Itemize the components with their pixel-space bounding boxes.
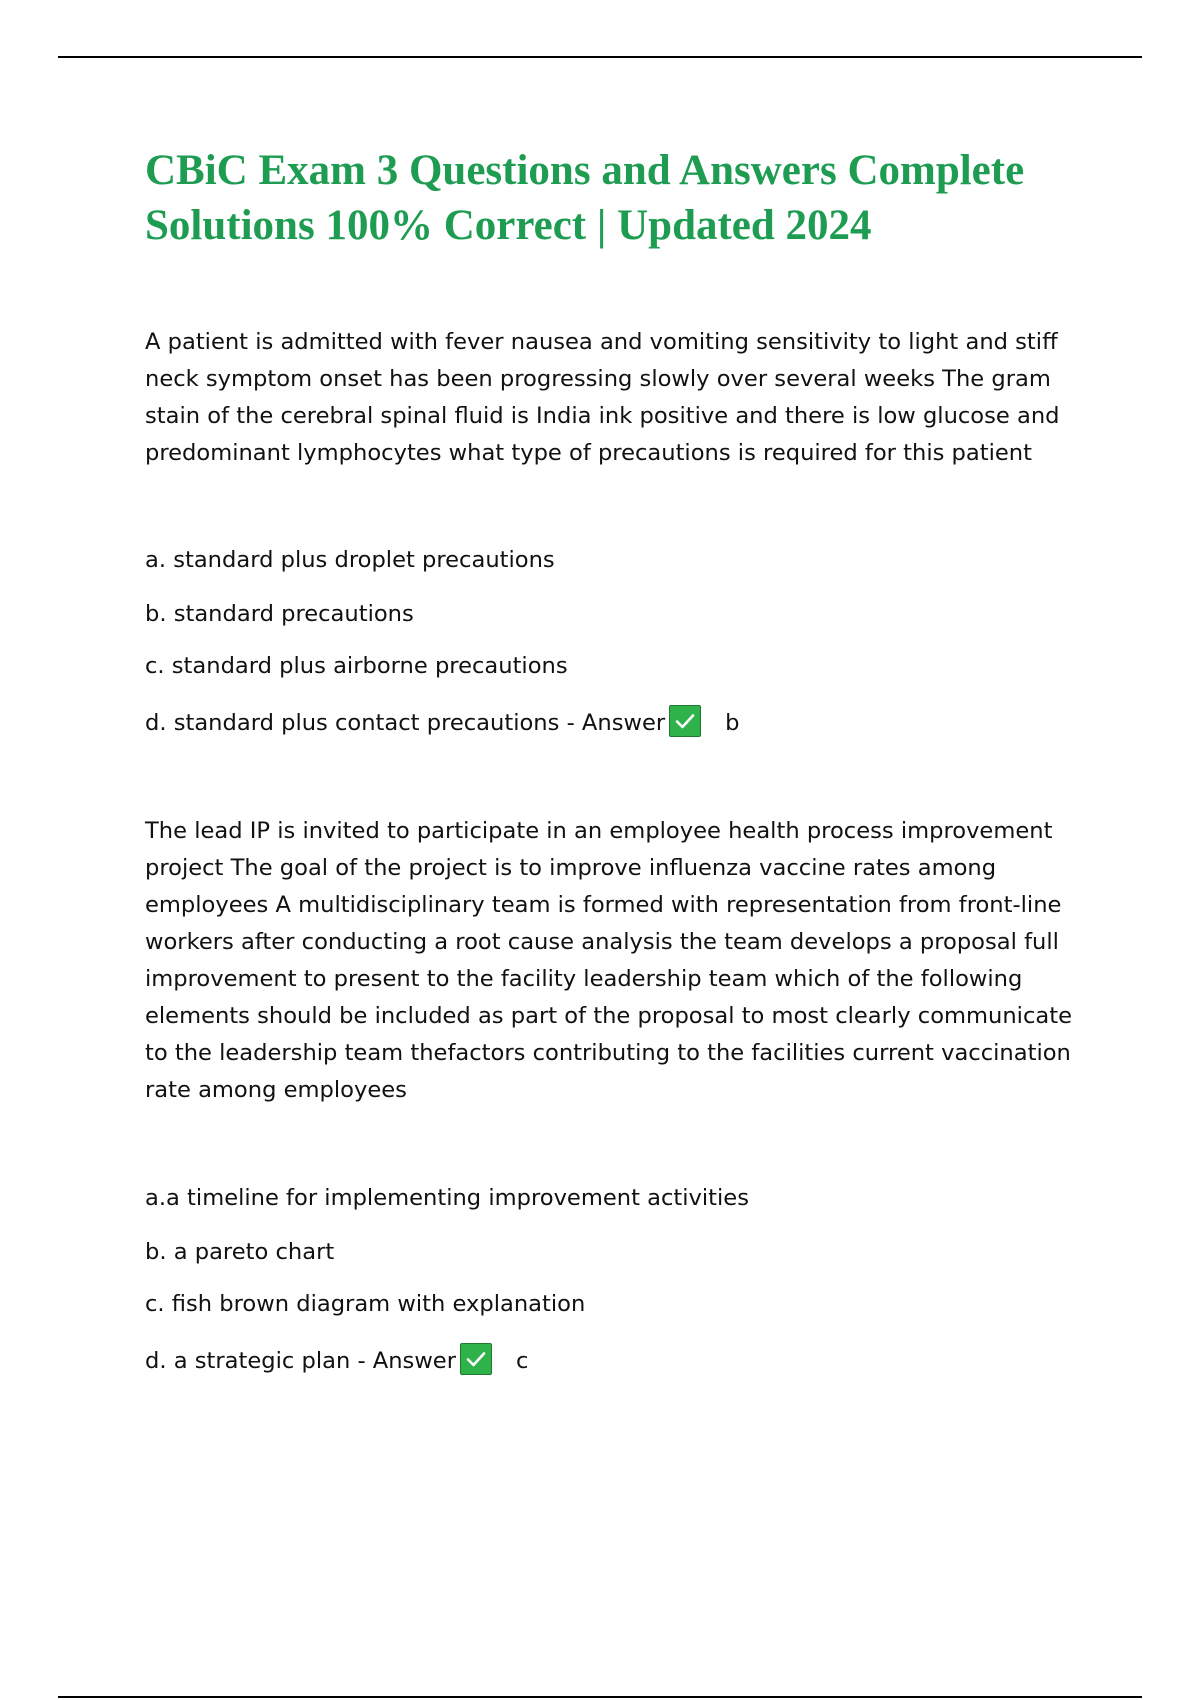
option-a bbox=[145, 1181, 749, 1215]
answer-value: c bbox=[516, 1348, 529, 1374]
option-c bbox=[145, 649, 568, 683]
check-mark-icon bbox=[460, 1343, 492, 1375]
document-title: CBiC Exam 3 Questions and Answers Complete Solutions 100% Correct | Updated 2024 bbox=[145, 147, 1025, 249]
option-b bbox=[145, 597, 414, 631]
option-d bbox=[145, 1344, 528, 1378]
option-label: a. standard plus droplet precautions bbox=[145, 547, 555, 573]
option-b bbox=[145, 1235, 334, 1269]
option-label: d. standard plus contact precautions - Answer bbox=[145, 710, 666, 736]
option-label: a.a timeline for implementing improvement activities bbox=[145, 1185, 749, 1211]
top-rule bbox=[58, 56, 1142, 58]
option-label: d. a strategic plan - Answer bbox=[145, 1348, 456, 1374]
option-label: b. a pareto chart bbox=[145, 1239, 335, 1265]
check-mark-icon bbox=[669, 705, 701, 737]
option-label: c. standard plus airborne precautions bbox=[145, 653, 568, 679]
option-d bbox=[145, 706, 739, 740]
question-1-text: A patient is admitted with fever nausea and vomiting sensitivity to light and stiff neck symptom onset has been progressing slowly over several weeks The gram stain of the cerebral spinal fluid is India ink positive and there is low glucose and predominant lymphocytes what type of precautions is required for this patient bbox=[145, 329, 1060, 466]
option-label: b. standard precautions bbox=[145, 601, 414, 627]
option-label: c. fish brown diagram with explanation bbox=[145, 1291, 586, 1317]
option-c bbox=[145, 1287, 585, 1321]
question-2-text: The lead IP is invited to participate in an employee health process improvement project The goal of the project is to improve influenza vaccine rates among employees A multidisciplinary team is formed with representation from front-line workers after conducting a root cause analysis the team develops a proposal full improvement to present to the facility leadership team which of the following elements should be included as part of the proposal to most clearly communicate to the leadership team thefactors contributing to the facilities current vaccination rate among employees bbox=[145, 818, 1072, 1103]
answer-value: b bbox=[725, 710, 740, 736]
bottom-rule bbox=[58, 1696, 1142, 1698]
option-a bbox=[145, 543, 555, 577]
